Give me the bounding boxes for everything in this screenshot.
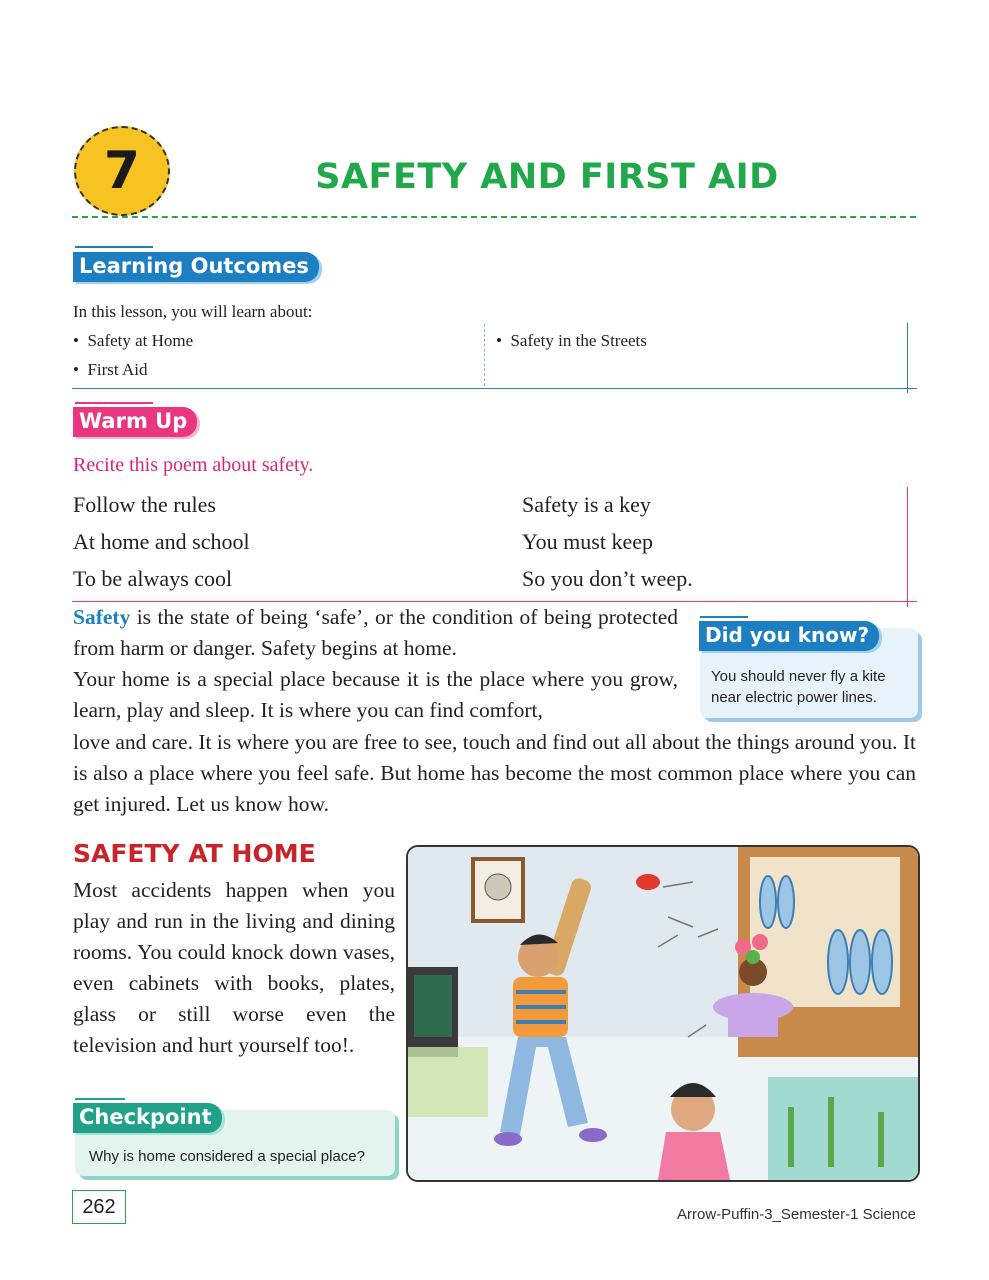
column-divider [484, 324, 485, 386]
poem-line: Follow the rules [73, 492, 216, 517]
page-number: 262 [72, 1190, 126, 1224]
tag-accent-line [700, 616, 748, 618]
warm-up-label: Warm Up [73, 407, 197, 437]
chapter-title: SAFETY AND FIRST AID [315, 157, 779, 197]
box-border-right [907, 323, 908, 393]
chapter-number-badge: 7 [74, 126, 170, 216]
outcome-item: • Safety at Home [73, 331, 194, 350]
poem-line: So you don’t weep. [522, 566, 693, 591]
section-title: SAFETY AT HOME [73, 839, 316, 868]
checkpoint-question: Why is home considered a special place? [89, 1148, 365, 1165]
box-border-right [907, 487, 908, 607]
outcome-item: • First Aid [73, 360, 148, 379]
learning-outcomes-label: Learning Outcomes [73, 252, 319, 282]
title-divider [72, 216, 916, 218]
book-footer: Arrow-Puffin-3_Semester-1 Science [677, 1206, 916, 1223]
safety-keyword: Safety [73, 605, 131, 629]
poem-line: To be always cool [73, 566, 233, 591]
did-you-know-text: You should never fly a kite near electric power lines. [711, 668, 886, 706]
poem-line: You must keep [522, 529, 654, 554]
tag-accent-line [75, 1098, 125, 1100]
did-you-know-label: Did you know? [699, 621, 879, 651]
checkpoint-label: Checkpoint [73, 1103, 222, 1133]
home-paragraph-continued: love and care. It is where you are free to see, touch and find out all about the things around you. It is also a place where you feel safe. But home has become the most common place where you can get injured. Let us know how. [73, 730, 917, 816]
poem-line: At home and school [73, 529, 250, 554]
safety-definition-paragraph: Safety is the state of being ‘safe’, or the condition of being protected from harm or danger. Safety begins at home. [73, 605, 678, 660]
poem-line: Safety is a key [522, 492, 651, 517]
home-paragraph: Your home is a special place because it is the place where you grow, learn, play and sleep. It is where you can find comfort, [73, 667, 678, 722]
learning-outcomes-intro: In this lesson, you will learn about: [73, 302, 313, 321]
section-paragraph: Most accidents happen when you play and run in the living and dining rooms. You could knock down vases, even cabinets with books, plates, glass or still worse even the television and hurt yourself too!. [73, 878, 395, 1057]
tag-accent-line [75, 246, 153, 248]
outcome-item: • Safety in the Streets [496, 331, 647, 350]
home-accident-illustration [406, 845, 920, 1182]
illustration-drawing [408, 847, 918, 1180]
box-border-bottom [72, 388, 917, 389]
warm-up-instruction: Recite this poem about safety. [73, 454, 314, 476]
tag-accent-line [75, 402, 153, 404]
